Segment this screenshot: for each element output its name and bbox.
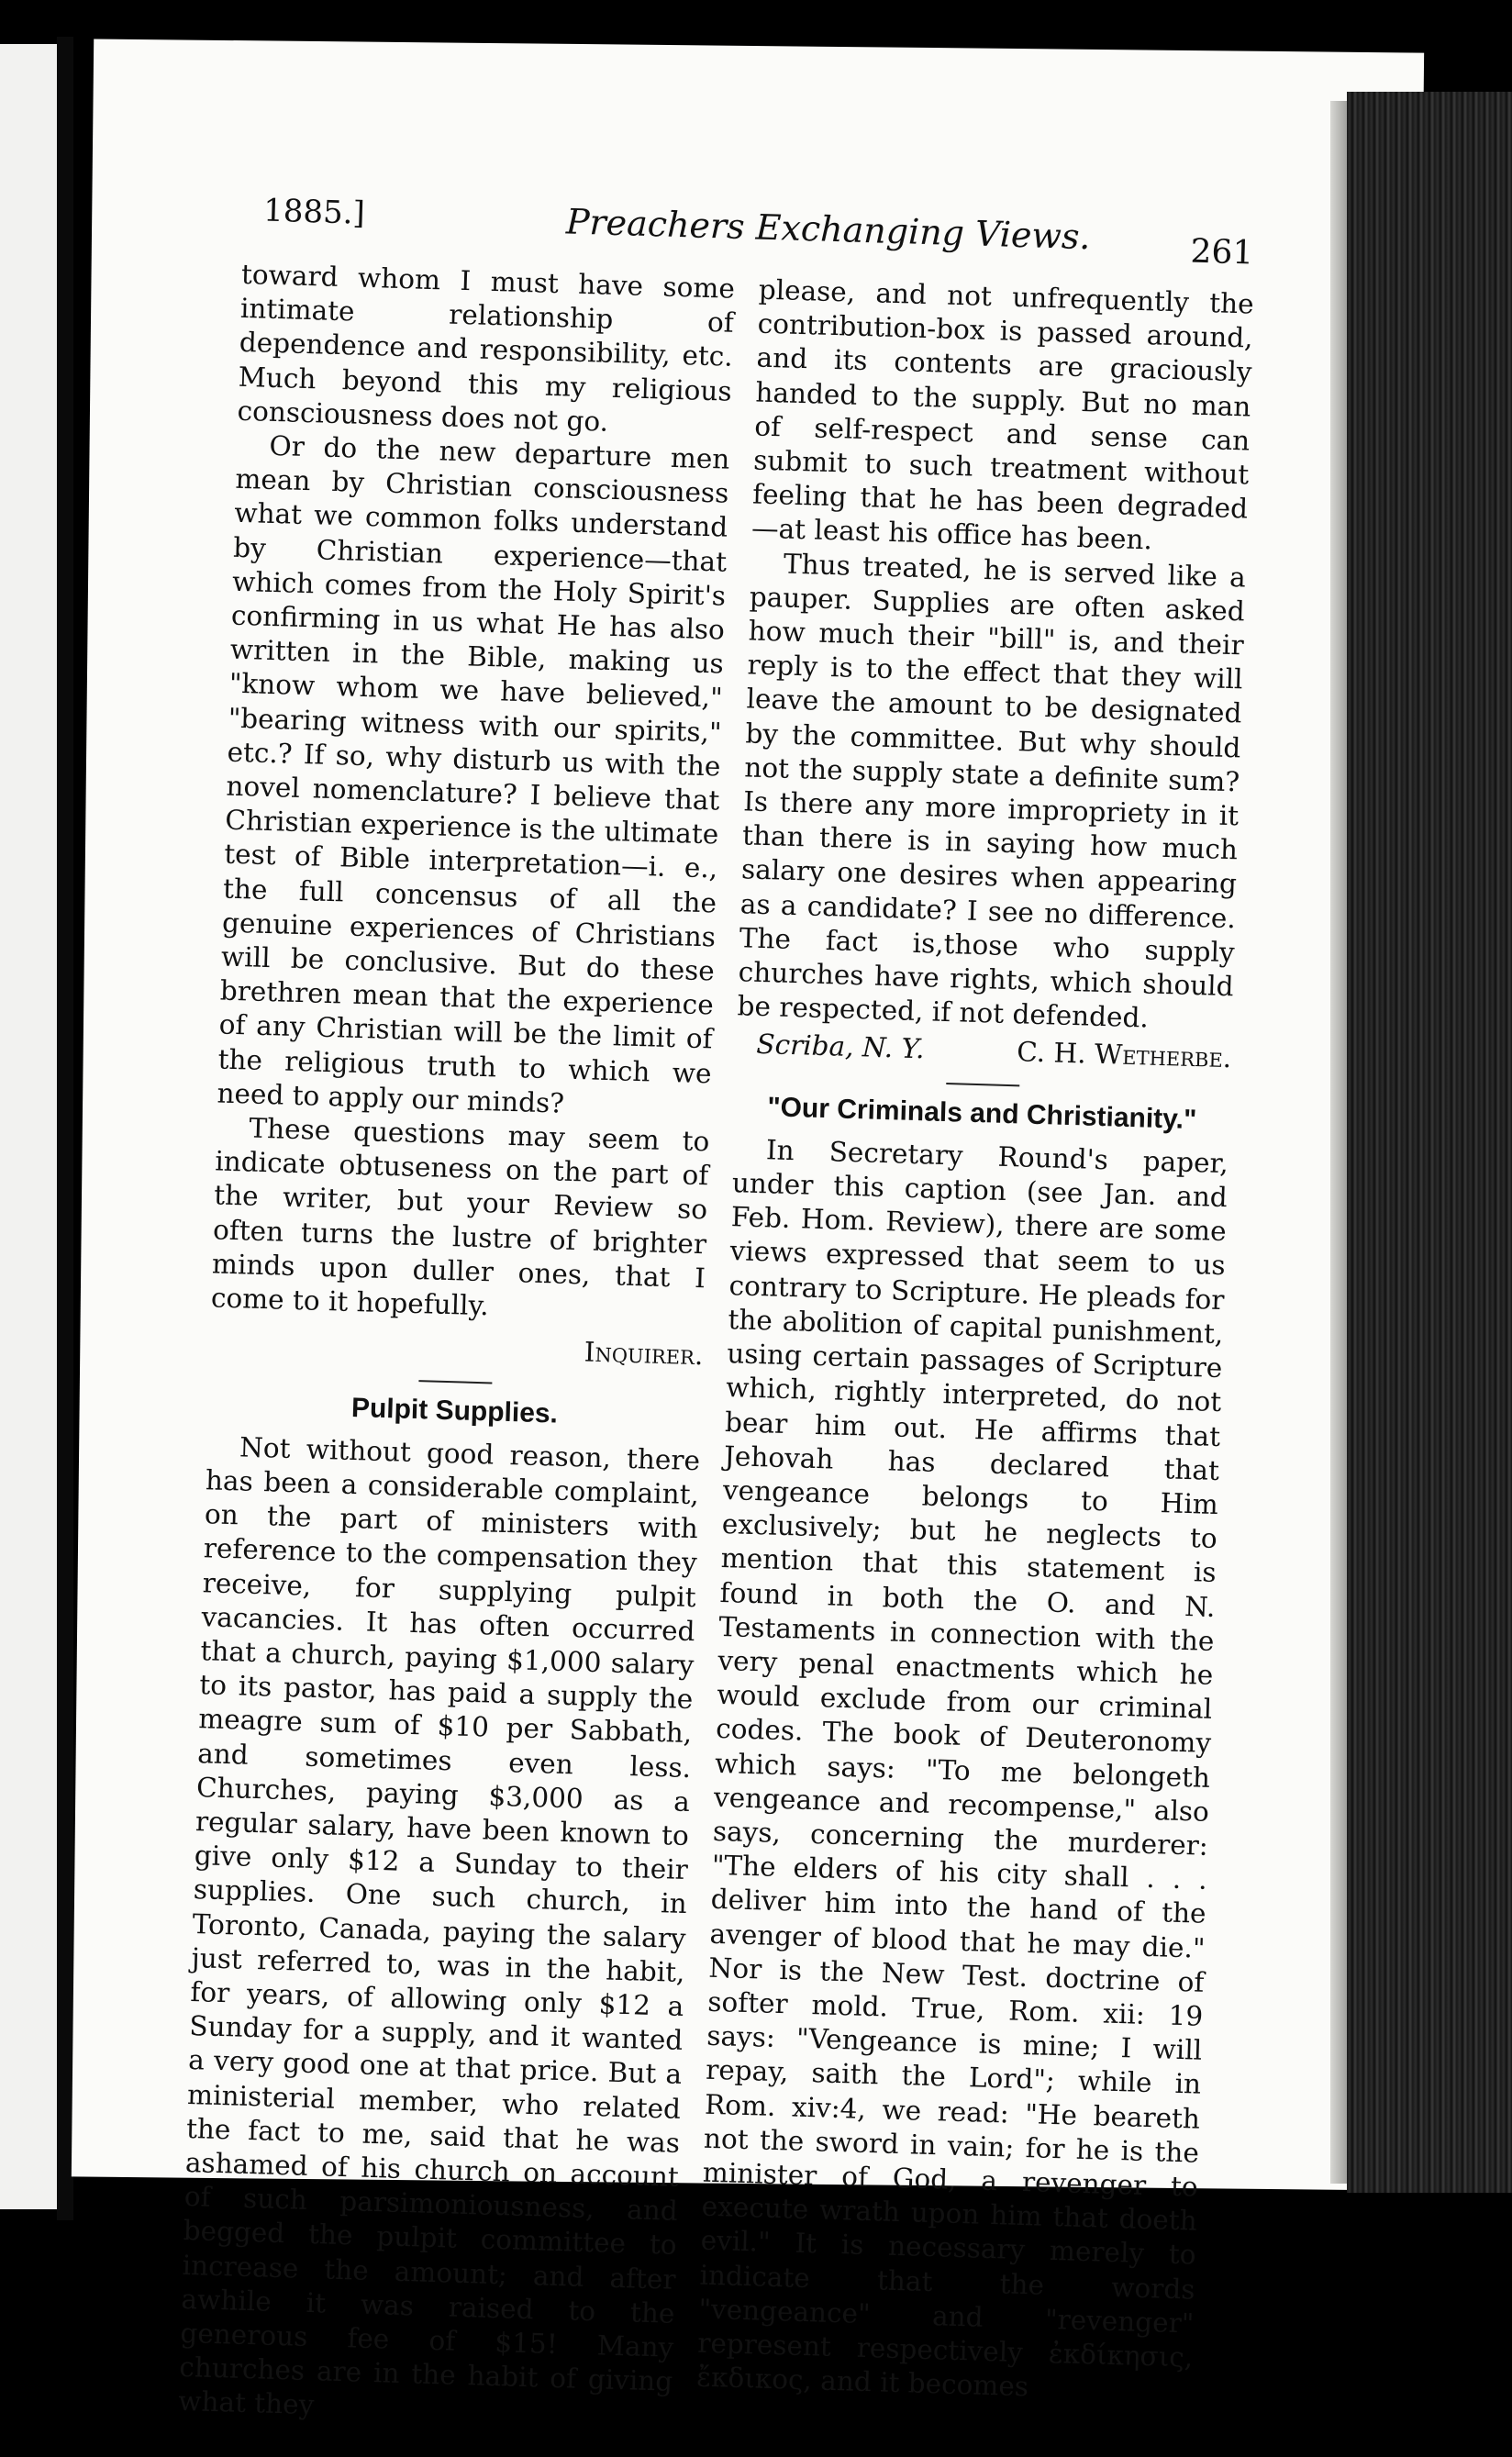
header-year: 1885.] <box>262 192 366 232</box>
paragraph: toward whom I must have some intimate relationship of dependence and responsibility, etc. Much beyond this my religious consciousness does not go. <box>237 258 736 438</box>
paragraph: please, and not unfrequently the contribution-box is passed around, and its contents are graciously handed to the supply. But no man of self-respect and sense can submit to such treatment without feeling that he has been degraded—at least his office has been. <box>750 273 1255 556</box>
section-heading: Pulpit Supplies. <box>350 1392 559 1429</box>
signature: C. H. Wetherbe. <box>1016 1036 1232 1074</box>
right-column <box>696 273 1254 2409</box>
paragraph: In Secretary Round's paper, under this caption (see Jan. and Feb. Hom. Review), there are some views expressed that seem to us contrary to Scripture. He pleads for the abolition of capital punishment, using certain passages of Scripture which, rightly interpreted, do not bear him out. He affirms that Jehovah has declared that vengeance belongs to Him exclusively; but he neglects to mention that this statement is found in both the O. and N. Testaments in connection with the very penal enactments which he would exclude from our criminal codes. The book of Deuteronomy which says: "To me belongeth vengeance and recompense," also says, concerning the murderer: "The elders of his city shall . . . deliver him into the hand of the avenger of blood that he may die." Nor is the New Test. doctrine of softer mold. True, Rom. xii: 19 says: "Vengeance is mine; I will repay, saith the Lord"; while in Rom. xiv:4, we read: "He beareth not the sword in vain; for he is the minister of God, a revenger to execute wrath upon him that doeth evil." It is necessary merely to indicate that the words "vengeance" and "revenger" represent respectively ἐκδίκησις, ἔκδικος, and it becomes <box>695 1134 1229 2403</box>
paragraph: Thus treated, he is served like a pauper. Supplies are often asked how much their "bill" is, and their reply is to the effect that they will leave the amount to be designated by the committee. But why should not the supply state a definite sum? Is there any more impropriety in it than there is in saying how much salary one desires when appearing as a candidate? I see no difference. The fact is,those who supply churches have rights, which should be respected, if not defended. <box>737 548 1247 1034</box>
signature: Inquirer. <box>584 1336 704 1372</box>
section-divider <box>418 1380 492 1384</box>
section-divider <box>946 1083 1019 1086</box>
page-number: 261 <box>1189 232 1254 272</box>
paragraph: Not without good reason, there has been a considerable complaint, on the part of ministers with reference to the compensation they receive, for supplying pulpit vacancies. It has often occurred that a church, paying $1,000 salary to its pastor, has paid a supply the meagre sum of $10 per Sabbath, and sometimes even less. Churches, paying $3,000 as a regular salary, have been known to give only $12 a Sunday to their supplies. One such church, in Toronto, Canada, paying the salary just referred to, was in the habit, for years, of allowing only $12 a Sunday for a supply, and it wanted a very good one at that price. But a ministerial member, who related the fact to me, said that he was ashamed of his church on account of such parsimoniousness, and begged the pulpit committee to increase the amount; and after awhile it was raised to the generous fee of $15! Many churches are in the habit of giving what they <box>177 1431 701 2421</box>
paragraph: These questions may seem to indicate obtuseness on the part of the writer, but your Review so often turns the lustre of brighter minds upon duller ones, that I come to it hopefully. <box>210 1112 710 1322</box>
signature-place: Scriba, N. Y. <box>755 1028 926 1065</box>
paragraph: Or do the new departure men mean by Christian consciousness what we common folks understand by Christian experience—that which comes from the Holy Spirit's confirming in us what He has also written in the Bible, making us "know whom we have believed," "bearing witness with our spirits," etc.? If so, why disturb us with the novel nomenclature? I believe that Christian experience is the ultimate test of Bible interpretation—i. e., the full concensus of all the genuine experiences of Christians will be conclusive. But do these brethren mean that the experience of any Christian will be the limit of the religious truth to which we need to apply our minds? <box>217 429 730 1119</box>
section-heading: "Our Criminals and Christianity." <box>766 1091 1197 1135</box>
left-column <box>178 258 736 2434</box>
running-title: Preachers Exchanging Views. <box>565 201 1092 258</box>
